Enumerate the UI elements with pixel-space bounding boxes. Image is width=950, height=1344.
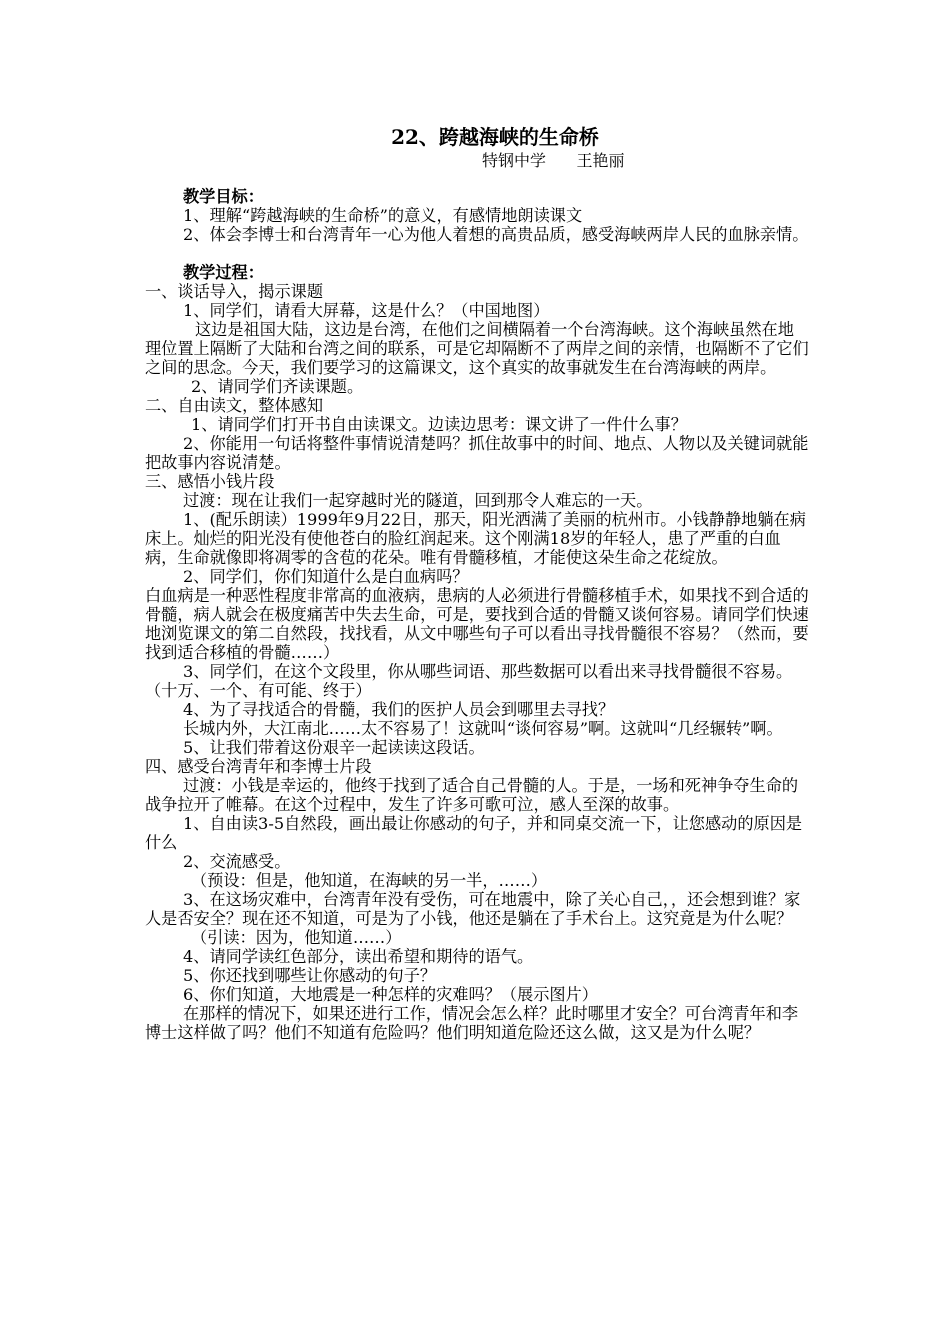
- section-4-paragraph-5: 3、在这场灾难中，台湾青年没有受伤，可在地震中，除了关心自己，，还会想到谁？家人是否安全？现在还不知道，可是为了小钱，他还是躺在了手术台上。这究竟是为什么呢？: [145, 890, 801, 928]
- section-3-paragraph-6: 4、为了寻找适合的骨髓，我们的医护人员会到哪里去寻找？: [183, 700, 615, 719]
- section-1-title: 一、谈话导入，揭示课题: [145, 282, 324, 301]
- section-3-paragraph-5: 3、同学们，在这个文段里，你从哪些词语、那些数据可以看出来寻找骨髓很不容易。（十万、一个、有可能、终于）: [145, 662, 793, 700]
- section-2-paragraph-2: 2、你能用一句话将整件事情说清楚吗？抓住故事中的时间、地点、人物以及关键词就能把故事内容说清楚。: [145, 434, 809, 472]
- section-3-paragraph-3: 2、同学们，你们知道什么是白血病吗？: [183, 567, 469, 586]
- section-4-paragraph-8: 5、你还找到哪些让你感动的句子？: [183, 966, 437, 985]
- document-body: [145, 187, 810, 1042]
- section-1-paragraph-3: 2、请同学们齐读课题。: [191, 377, 364, 396]
- section-3-paragraph-8: 5、让我们带着这份艰辛一起读读这段话。: [183, 738, 485, 757]
- section-3-paragraph-4: 白血病是一种恶性程度非常高的血液病，患病的人必须进行骨髓移植手术，如果找不到合适的骨髓，病人就会在极度痛苦中失去生命，可是，要找到合适的骨髓又谈何容易。请同学们快速地浏览课文的第二自然段，找找看，从文中哪些句子可以看出寻找骨髓很不容易？（然而，要找到适合移植的骨髓……）: [145, 586, 809, 662]
- section-2-title: 二、自由读文，整体感知: [145, 396, 324, 415]
- author-line: 特钢中学 王艳丽: [482, 151, 625, 170]
- section-1-paragraph-1: 1、同学们，请看大屏幕，这是什么？（中国地图）: [183, 301, 550, 320]
- section-4-paragraph-1: 过渡：小钱是幸运的，他终于找到了适合自己骨髓的人。于是，一场和死神争夺生命的战争拉开了帷幕。在这个过程中，发生了许多可歌可泣，感人至深的故事。: [145, 776, 799, 814]
- process-heading: 教学过程：: [183, 263, 264, 282]
- section-1-paragraph-2: 这边是祖国大陆，这边是台湾，在他们之间横隔着一个台湾海峡。这个海峡虽然在地理位置上隔断了大陆和台湾之间的联系，可是它却隔断不了两岸之间的亲情，也隔断不了它们之间的思念。今天，我们要学习的这篇课文，这个真实的故事就发生在台湾海峡的两岸。: [145, 320, 809, 377]
- section-4-paragraph-9: 6、你们知道，大地震是一种怎样的灾难吗？（展示图片）: [183, 985, 598, 1004]
- section-3-paragraph-7: 长城内外，大江南北……太不容易了！这就叫“谈何容易”啊。这就叫“几经辗转”啊。: [183, 719, 783, 738]
- section-4-paragraph-6: （引读：因为，他知道……）: [191, 928, 402, 947]
- spacer: [145, 244, 810, 263]
- section-4-paragraph-4: （预设：但是，他知道，在海峡的另一半，……）: [191, 871, 548, 890]
- goals-heading: 教学目标：: [183, 187, 264, 206]
- section-3-title: 三、感悟小钱片段: [145, 472, 275, 491]
- goal-item-2: 2、体会李博士和台湾青年一心为他人着想的高贵品质，感受海峡两岸人民的血脉亲情。: [183, 225, 809, 244]
- section-4-title: 四、感受台湾青年和李博士片段: [145, 757, 372, 776]
- section-4-paragraph-3: 2、交流感受。: [183, 852, 291, 871]
- section-4-paragraph-7: 4、请同学读红色部分，读出希望和期待的语气。: [183, 947, 534, 966]
- goal-item-1: 1、理解“跨越海峡的生命桥”的意义，有感情地朗读课文: [183, 206, 583, 225]
- section-3-paragraph-1: 过渡：现在让我们一起穿越时光的隧道，回到那令人难忘的一天。: [183, 491, 653, 510]
- section-3-paragraph-2: 1、(配乐朗读）1999年9月22日，那天，阳光洒满了美丽的杭州市。小钱静静地躺在病床上。灿烂的阳光没有使他苍白的脸红润起来。这个刚满18岁的年轻人，患了严重的白血病，生命就像即将凋零的含苞的花朵。唯有骨髓移植，才能使这朵生命之花绽放。: [145, 510, 806, 567]
- section-2-paragraph-1: 1、请同学们打开书自由读课文。边读边思考：课文讲了一件什么事？: [191, 415, 687, 434]
- section-4-paragraph-2: 1、自由读3-5自然段，画出最让你感动的句子，并和同桌交流一下，让您感动的原因是什么: [145, 814, 803, 852]
- document-title: 22、跨越海峡的生命桥: [391, 125, 599, 149]
- section-4-paragraph-10: 在那样的情况下，如果还进行工作，情况会怎么样？此时哪里才安全？可台湾青年和李博士这样做了吗？他们不知道有危险吗？他们明知道危险还这么做，这又是为什么呢？: [145, 1004, 799, 1042]
